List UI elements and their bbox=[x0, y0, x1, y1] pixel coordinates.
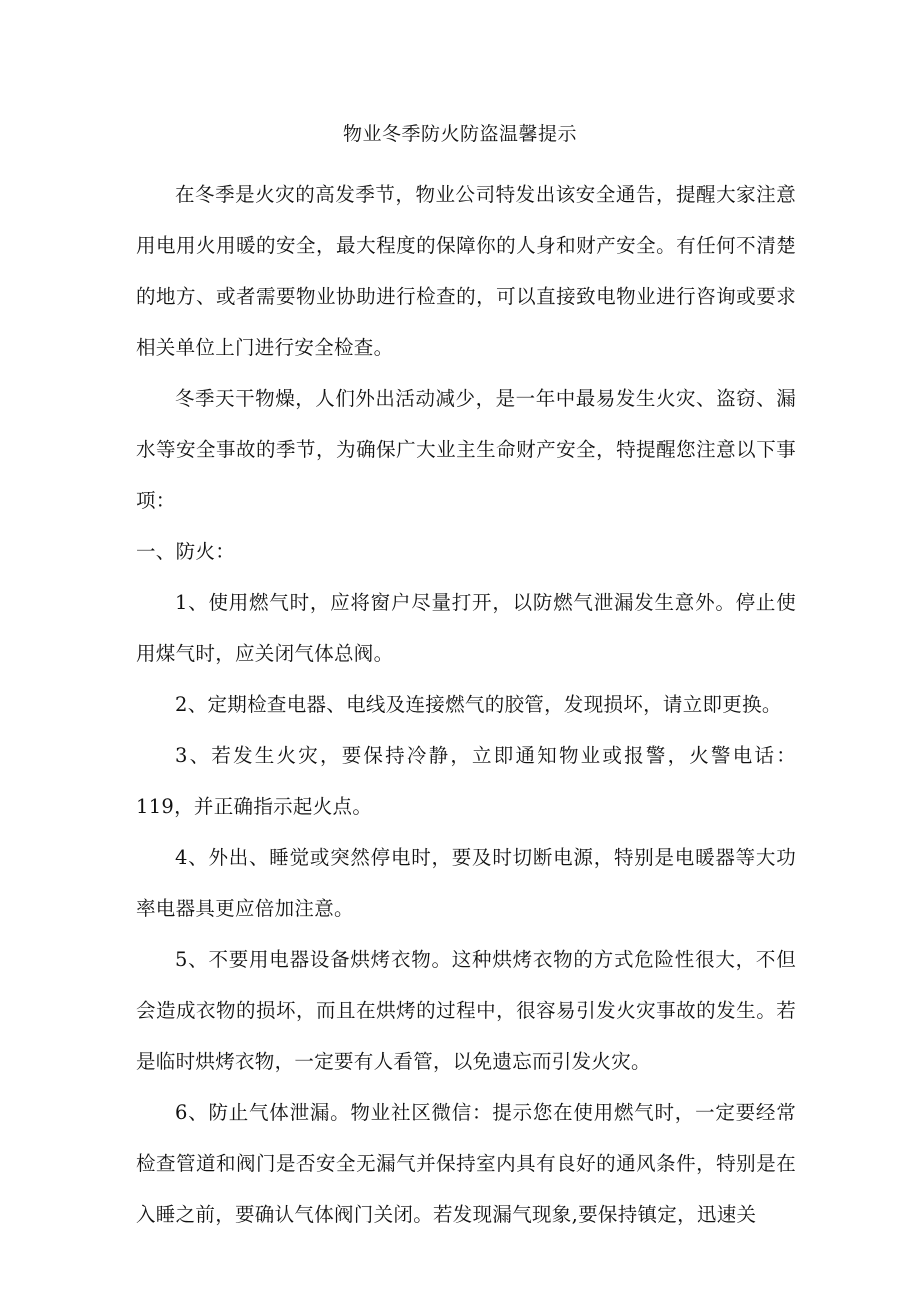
fire-item-6: 6、防止气体泄漏。物业社区微信：提示您在使用燃气时，一定要经常检查管道和阀门是否安全无漏气并保持室内具有良好的通风条件，特别是在入睡之前，要确认气体阀门关闭。若发现漏气现象,要保持镇定，迅速关 bbox=[136, 1101, 796, 1226]
intro-paragraph-2: 冬季天干物燥，人们外出活动减少，是一年中最易发生火灾、盗窃、漏水等安全事故的季节，为确保广大业主生命财产安全，特提醒您注意以下事项： bbox=[136, 387, 796, 512]
fire-item-5: 5、不要用电器设备烘烤衣物。这种烘烤衣物的方式危险性很大，不但会造成衣物的损坏，而且在烘烤的过程中，很容易引发火灾事故的发生。若是临时烘烤衣物，一定要有人看管，以免遗忘而引发火灾。 bbox=[136, 948, 796, 1073]
section-heading-fire: 一、防火： bbox=[136, 540, 236, 563]
fire-item-4: 4、外出、睡觉或突然停电时，要及时切断电源，特别是电暖器等大功率电器具更应倍加注意。 bbox=[136, 846, 796, 920]
fire-item-2: 2、定期检查电器、电线及连接燃气的胶管，发现损坏，请立即更换。 bbox=[175, 693, 782, 716]
document-body bbox=[136, 169, 796, 1240]
fire-item-3: 3、若发生火灾，要保持冷静，立即通知物业或报警，火警电话：119，并正确指示起火点。 bbox=[136, 744, 796, 818]
fire-item-1: 1、使用燃气时，应将窗户尽量打开，以防燃气泄漏发生意外。停止使用煤气时，应关闭气体总阀。 bbox=[136, 591, 796, 665]
document-title: 物业冬季防火防盗温馨提示 bbox=[342, 123, 577, 145]
intro-paragraph-1: 在冬季是火灾的高发季节，物业公司特发出该安全通告，提醒大家注意用电用火用暖的安全，最大程度的保障你的人身和财产安全。有任何不清楚的地方、或者需要物业协助进行检查的，可以直接致电物业进行咨询或要求相关单位上门进行安全检查。 bbox=[136, 183, 796, 359]
